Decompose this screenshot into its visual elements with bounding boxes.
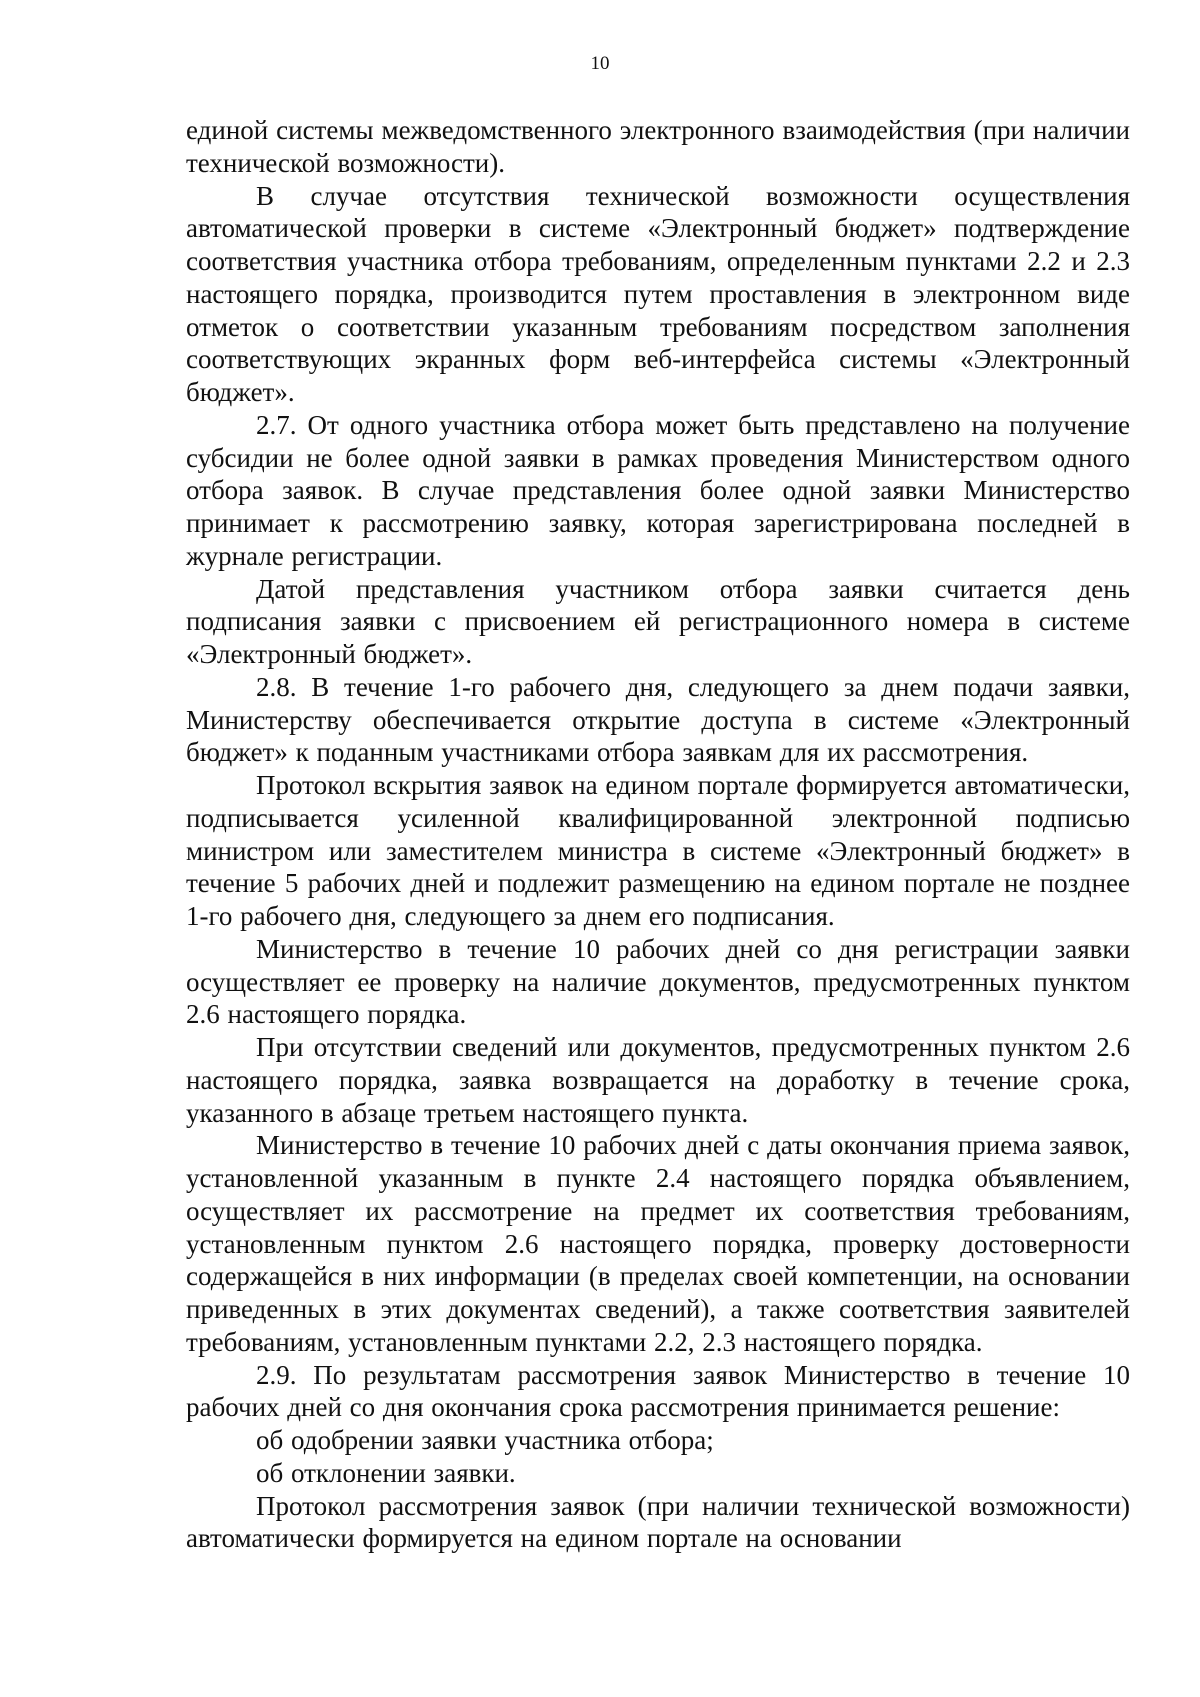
paragraph-review-protocol: Протокол рассмотрения заявок (при наличии технической возможности) автоматически формируется на едином портале на основании bbox=[186, 1490, 1130, 1554]
page-number: 10 bbox=[590, 53, 610, 74]
paragraph-submission-date: Датой представления участником отбора заявки считается день подписания заявки с присвоением ей регистрационного номера в системе «Электронный бюджет». bbox=[186, 573, 1130, 669]
paragraph-opening-protocol: Протокол вскрытия заявок на едином портале формируется автоматически, подписывается усиленной квалифицированной электронной подписью министром или заместителем министра в системе «Электронный бюджет» в течение 5 рабочих дней и подлежит размещению на едином портале не позднее 1-го рабочего дня, следующего за днем его подписания. bbox=[186, 770, 1130, 931]
decision-rejection-item: об отклонении заявки. bbox=[256, 1457, 516, 1488]
paragraph-auto-check-absence: В случае отсутствия технической возможности осуществления автоматической проверки в системе «Электронный бюджет» подтверждение соответствия участника отбора требованиям, определенным пунктами 2.2 и 2.3 настоящего порядка, производится путем проставления в электронном виде отметок о соответствии указанным требованиям посредством заполнения соответствующих экранных форм веб-интерфейса системы «Электронный бюджет». bbox=[186, 180, 1130, 407]
decision-approval-item: об одобрении заявки участника отбора; bbox=[256, 1425, 714, 1455]
paragraph-continuation: единой системы межведомственного электронного взаимодействия (при наличии технической возможности). bbox=[186, 115, 1130, 178]
paragraph-return-for-revision: При отсутствии сведений или документов, предусмотренных пунктом 2.6 настоящего порядка, заявка возвращается на доработку в течение срока, указанного в абзаце третьем настоящего пункта. bbox=[186, 1032, 1130, 1128]
paragraph-2-9: 2.9. По результатам рассмотрения заявок Министерство в течение 10 рабочих дней со дня окончания срока рассмотрения принимается решение: bbox=[186, 1359, 1130, 1423]
paragraph-2-8: 2.8. В течение 1-го рабочего дня, следующего за днем подачи заявки, Министерству обеспечивается открытие доступа в системе «Электронный бюджет» к поданным участниками отбора заявкам для их рассмотрения. bbox=[186, 671, 1130, 768]
document-body bbox=[186, 114, 1130, 1555]
paragraph-document-check: Министерство в течение 10 рабочих дней со дня регистрации заявки осуществляет ее проверку на наличие документов, предусмотренных пунктом 2.6 настоящего порядка. bbox=[186, 933, 1130, 1030]
paragraph-review: Министерство в течение 10 рабочих дней с даты окончания приема заявок, установленной указанным в пункте 2.4 настоящего порядка объявлением, осуществляет их рассмотрение на предмет их соответствия требованиям, установленным пунктом 2.6 настоящего порядка, проверку достоверности содержащейся в них информации (в пределах своей компетенции, на основании приведенных в этих документах сведений), а также соответствия заявителей требованиям, установленным пунктами 2.2, 2.3 настоящего порядка. bbox=[186, 1130, 1130, 1357]
paragraph-2-7: 2.7. От одного участника отбора может быть представлено на получение субсидии не более одной заявки в рамках проведения Министерством одного отбора заявок. В случае представления более одной заявки Министерство принимает к рассмотрению заявку, которая зарегистрирована последней в журнале регистрации. bbox=[186, 409, 1130, 571]
